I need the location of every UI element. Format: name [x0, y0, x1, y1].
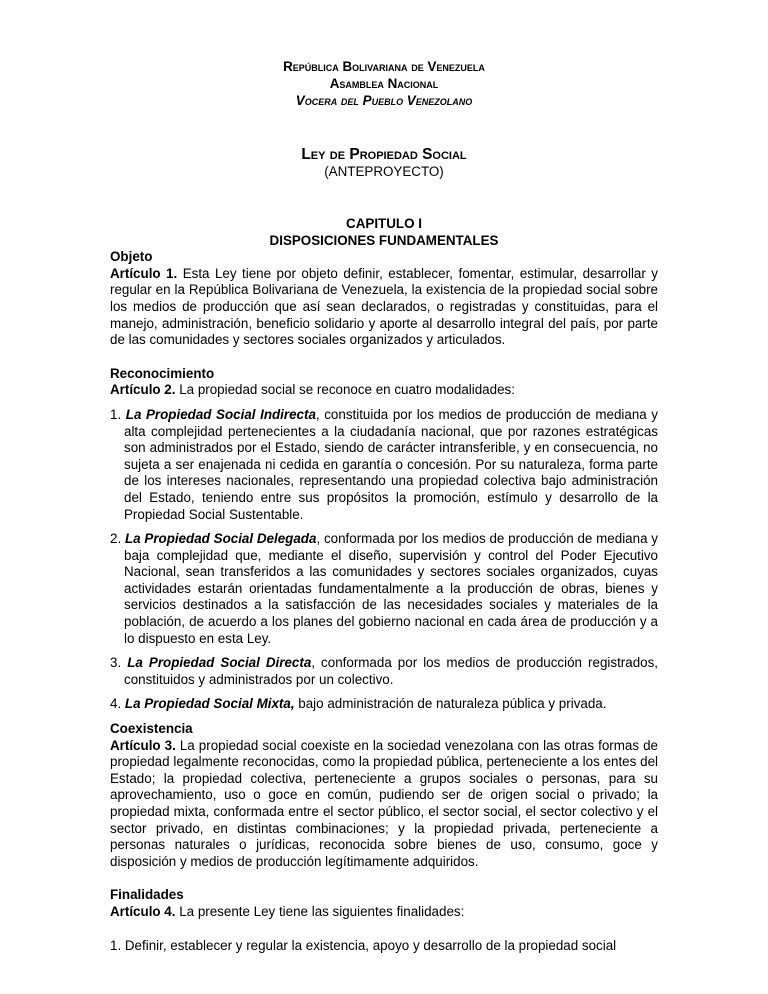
article-1: [110, 266, 658, 349]
item-name: La Propiedad Social Delegada: [124, 531, 317, 547]
document-title: Ley de Propiedad Social: [301, 146, 467, 163]
list-item: [110, 696, 658, 713]
article-label: Artículo 2.: [110, 382, 176, 398]
section-heading: Finalidades: [110, 887, 184, 903]
section-heading: Reconocimiento: [110, 365, 215, 381]
list-item: [110, 938, 658, 955]
item-text: bajo administración de naturaleza pública y privada.: [294, 696, 607, 712]
item-name: La Propiedad Social Directa: [127, 655, 312, 671]
item-number: 4.: [110, 696, 125, 712]
list-item: [110, 655, 658, 688]
article-4: [110, 904, 658, 921]
section-heading: Objeto: [110, 249, 153, 265]
section-coexistencia: [110, 721, 658, 870]
document-subtitle: (ANTEPROYECTO): [324, 164, 444, 179]
list-item: [110, 407, 658, 523]
article-label: Artículo 4.: [110, 903, 176, 919]
chapter-heading: [110, 216, 658, 249]
item-number: 2.: [110, 531, 125, 547]
item-number: 3.: [110, 655, 128, 671]
header-assembly: Asamblea Nacional: [329, 76, 439, 91]
modalities-list: [110, 407, 658, 713]
header-republic: República Bolivariana de Venezuela: [283, 59, 485, 74]
item-name: La Propiedad Social Indirecta: [125, 406, 316, 422]
item-name: La Propiedad Social Mixta,: [124, 696, 295, 712]
chapter-number: CAPITULO I: [346, 216, 422, 231]
article-label: Artículo 1.: [110, 265, 178, 281]
article-2: [110, 382, 658, 399]
article-text: La propiedad social se reconoce en cuatro modalidades:: [175, 382, 515, 398]
item-number: 1.: [110, 406, 126, 422]
article-text: La presente Ley tiene las siguientes finalidades:: [175, 903, 465, 919]
purposes-list: [110, 938, 658, 955]
article-text: Esta Ley tiene por objeto definir, establecer, fomentar, estimular, desarrollar y regular en la República Bolivariana de Venezuela, la existencia de la propiedad social sobre los medios de producción que así sean declarados, o registradas y constituidas, para el manejo, administración, beneficio solidario y aporte al desarrollo integral del país, por parte de las comunidades y sectores sociales organizados y articulados.: [110, 265, 658, 348]
item-text: Definir, establecer y regular la existencia, apoyo y desarrollo de la propiedad social: [124, 937, 617, 953]
item-text: , constituida por los medios de producción de mediana y alta complejidad pertenecientes a la ciudadanía nacional, que por razones estratégicas son administrados por el Estado, siendo de carácter intransferible, y en consecuencia, no sujeta a ser enajenada ni cedida en garantía o concesión. Por su naturaleza, forma parte de los intereses nacionales, representando una propiedad colectiva bajo administración del Estado, teniendo entre sus propósitos la promoción, estímulo y desarrollo de la Propiedad Social Sustentable.: [124, 406, 659, 522]
article-label: Artículo 3.: [110, 737, 176, 753]
item-text: , conformada por los medios de producción de mediana y baja complejidad que, mediante el diseño, supervisión y control del Poder Ejecutivo Nacional, sean transferidos a las comunidades y sectores sociales organizados, cuyas actividades estarán orientadas fundamentalmente a la producción de obras, bienes y servicios destinados a la satisfacción de las necesidades sociales y materiales de la población, de acuerdo a los planes del gobierno nacional en cada área de producción y a lo dispuesto en esta Ley.: [124, 531, 658, 646]
section-finalidades: [110, 887, 658, 954]
item-text: , conformada por los medios de producción registrados, constituidos y administrados por un colectivo.: [124, 655, 659, 687]
chapter-name: DISPOSICIONES FUNDAMENTALES: [269, 232, 499, 248]
document-page: [110, 0, 658, 962]
section-heading: Coexistencia: [110, 721, 193, 737]
section-reconocimiento: [110, 366, 658, 713]
document-header: [110, 58, 658, 109]
article-text: La propiedad social coexiste en la sociedad venezolana con las otras formas de propiedad legalmente reconocidas, como la propiedad pública, perteneciente a los entes del Estado; la propiedad colectiva, perteneciente a grupos sociales o personas, para su aprovechamiento, uso o goce en común, pudiendo ser de origen social o privado; la propiedad mixta, conformada entre el sector público, el sector social, el sector colectivo y el sector privado, en distintas combinaciones; y la propiedad privada, perteneciente a personas naturales o jurídicas, reconocida sobre bienes de uso, consumo, goce y disposición y medios de producción legítimamente adquiridos.: [110, 737, 658, 869]
article-3: [110, 738, 658, 871]
item-number: 1.: [110, 937, 125, 953]
header-spokesperson: Vocera del Pueblo Venezolano: [295, 93, 473, 108]
section-objeto: [110, 249, 658, 349]
list-item: [110, 531, 658, 647]
